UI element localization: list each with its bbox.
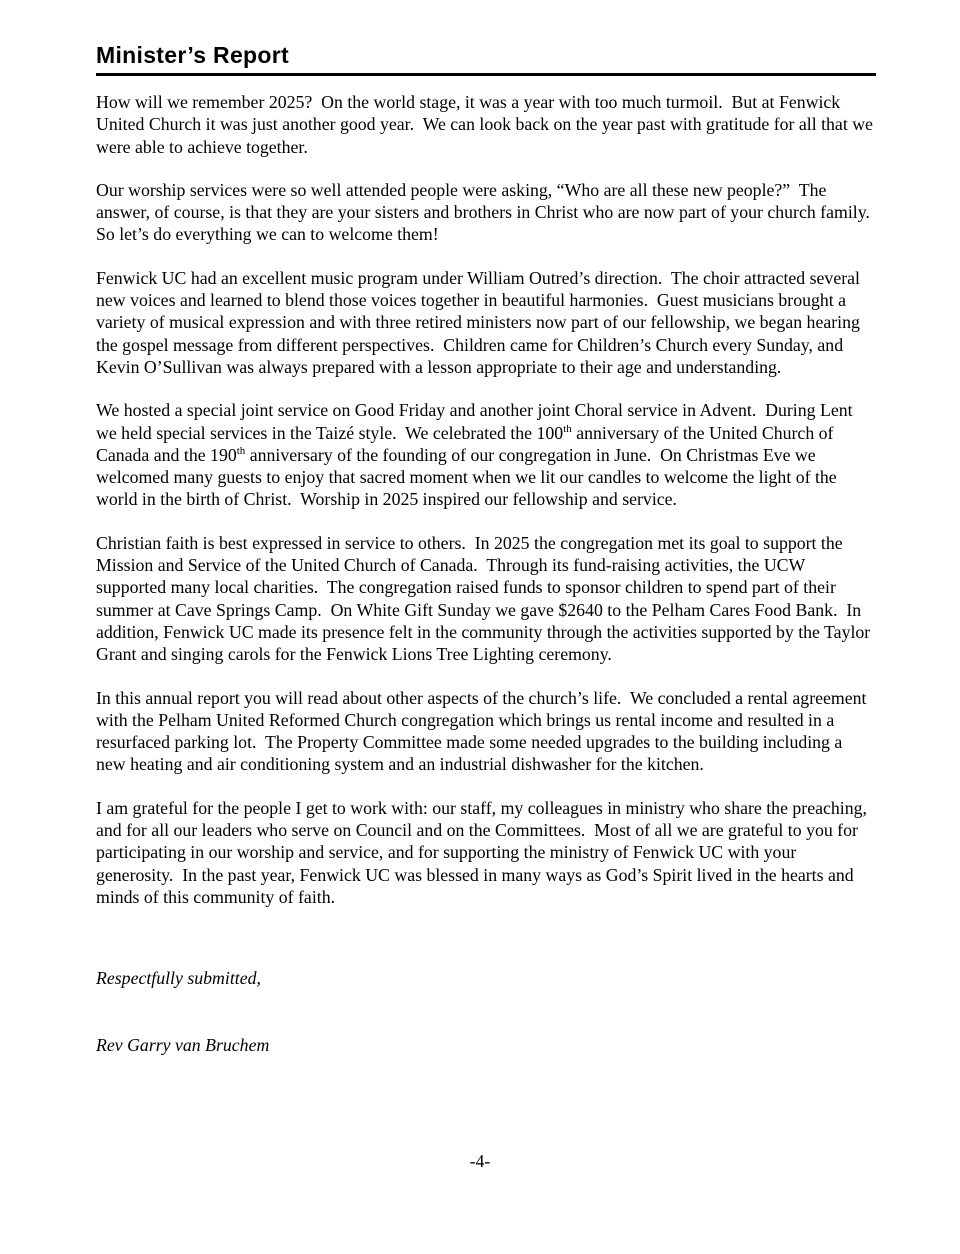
paragraph-4-text-1: We hosted a special joint service on Good Friday and another joint Choral service in Advent. During Lent we held special services in the Taizé style. We celebrated the 100 (96, 400, 858, 443)
page-number: -4- (469, 1151, 491, 1171)
signature-block (96, 922, 876, 1100)
paragraph-5-text: Christian faith is best expressed in service to others. In 2025 the congregation met its goal to support the Mission and Service of the United Church of Canada. Through its fund-raising activities, the UCW supported many local charities. The congregation raised funds to sponsor children to spend part of their summer at Cave Springs Camp. On White Gift Sunday we gave $2640 to the Pelham Cares Food Bank. In addition, Fenwick UC made its presence felt in the community through the activities supported by the Taylor Grant and singing carols for the Fenwick Lions Tree Lighting ceremony. (96, 532, 875, 665)
paragraph-5 (96, 532, 876, 666)
document-content (96, 42, 879, 1101)
ordinal-superscript-100th: th (563, 422, 572, 435)
paragraph-7-text: I am grateful for the people I get to work with: our staff, my colleagues in ministry who share the preaching, and for all our leaders who serve on Council and on the Committees. Most of all we are grateful to you for participating in our worship and service, and for supporting the ministry of Fenwick UC with your generosity. In the past year, Fenwick UC was blessed in many ways as God’s Spirit lived in the hearts and minds of this community of faith. (96, 797, 872, 907)
paragraph-2 (96, 179, 879, 246)
paragraph-6-text: In this annual report you will read about other aspects of the church’s life. We concluded a rental agreement with the Pelham United Reformed Church congregation which brings us rental income and resulted in a resurfaced parking lot. The Property Committee made some needed upgrades to the building including a new heating and air conditioning system and an industrial dishwasher for the kitchen. (96, 687, 871, 775)
paragraph-3-text: Fenwick UC had an excellent music program under William Outred’s direction. The choir attracted several new voices and learned to blend those voices together in beautiful harmonies. Guest musicians brought a variety of musical expression and with three retired ministers now part of our fellowship, we began hearing the gospel message from different perspectives. Children came for Children’s Church every Sunday, and Kevin O’Sullivan was always prepared with a lesson appropriate to their age and understanding. (96, 267, 865, 377)
paragraph-7 (96, 797, 876, 908)
paragraph-6 (96, 687, 876, 776)
title-rule (96, 73, 876, 76)
signature-line-2: Rev Garry van Bruchem (96, 1034, 270, 1055)
paragraph-3 (96, 267, 876, 378)
ordinal-superscript-190th: th (236, 444, 246, 457)
page-title: Minister’s Report (96, 42, 289, 68)
paragraph-2-text: Our worship services were so well attended people were asking, “Who are all these new people?” The answer, of course, is that they are your sisters and brothers in Christ who are now part of your church family. So let’s do everything we can to welcome them! (96, 179, 879, 245)
paragraph-4-text-2: anniversary of the United Church of Canada and the 190 (96, 422, 838, 465)
paragraph-4-text-3: anniversary of the founding of our congregation in June. On Christmas Eve we welcomed many guests to enjoy that sacred moment when we lit our candles to welcome the light of the world in the birth of Christ. Worship in 2025 inspired our fellowship and service. (96, 444, 842, 510)
paragraph-4 (96, 399, 876, 510)
paragraph-1 (96, 91, 876, 158)
signature-line-1: Respectfully submitted, (96, 967, 261, 988)
paragraph-1-text: How will we remember 2025? On the world stage, it was a year with too much turmoil. But at Fenwick United Church it was just another good year. We can look back on the year past with gratitude for all that we were able to achieve together. (96, 92, 878, 157)
